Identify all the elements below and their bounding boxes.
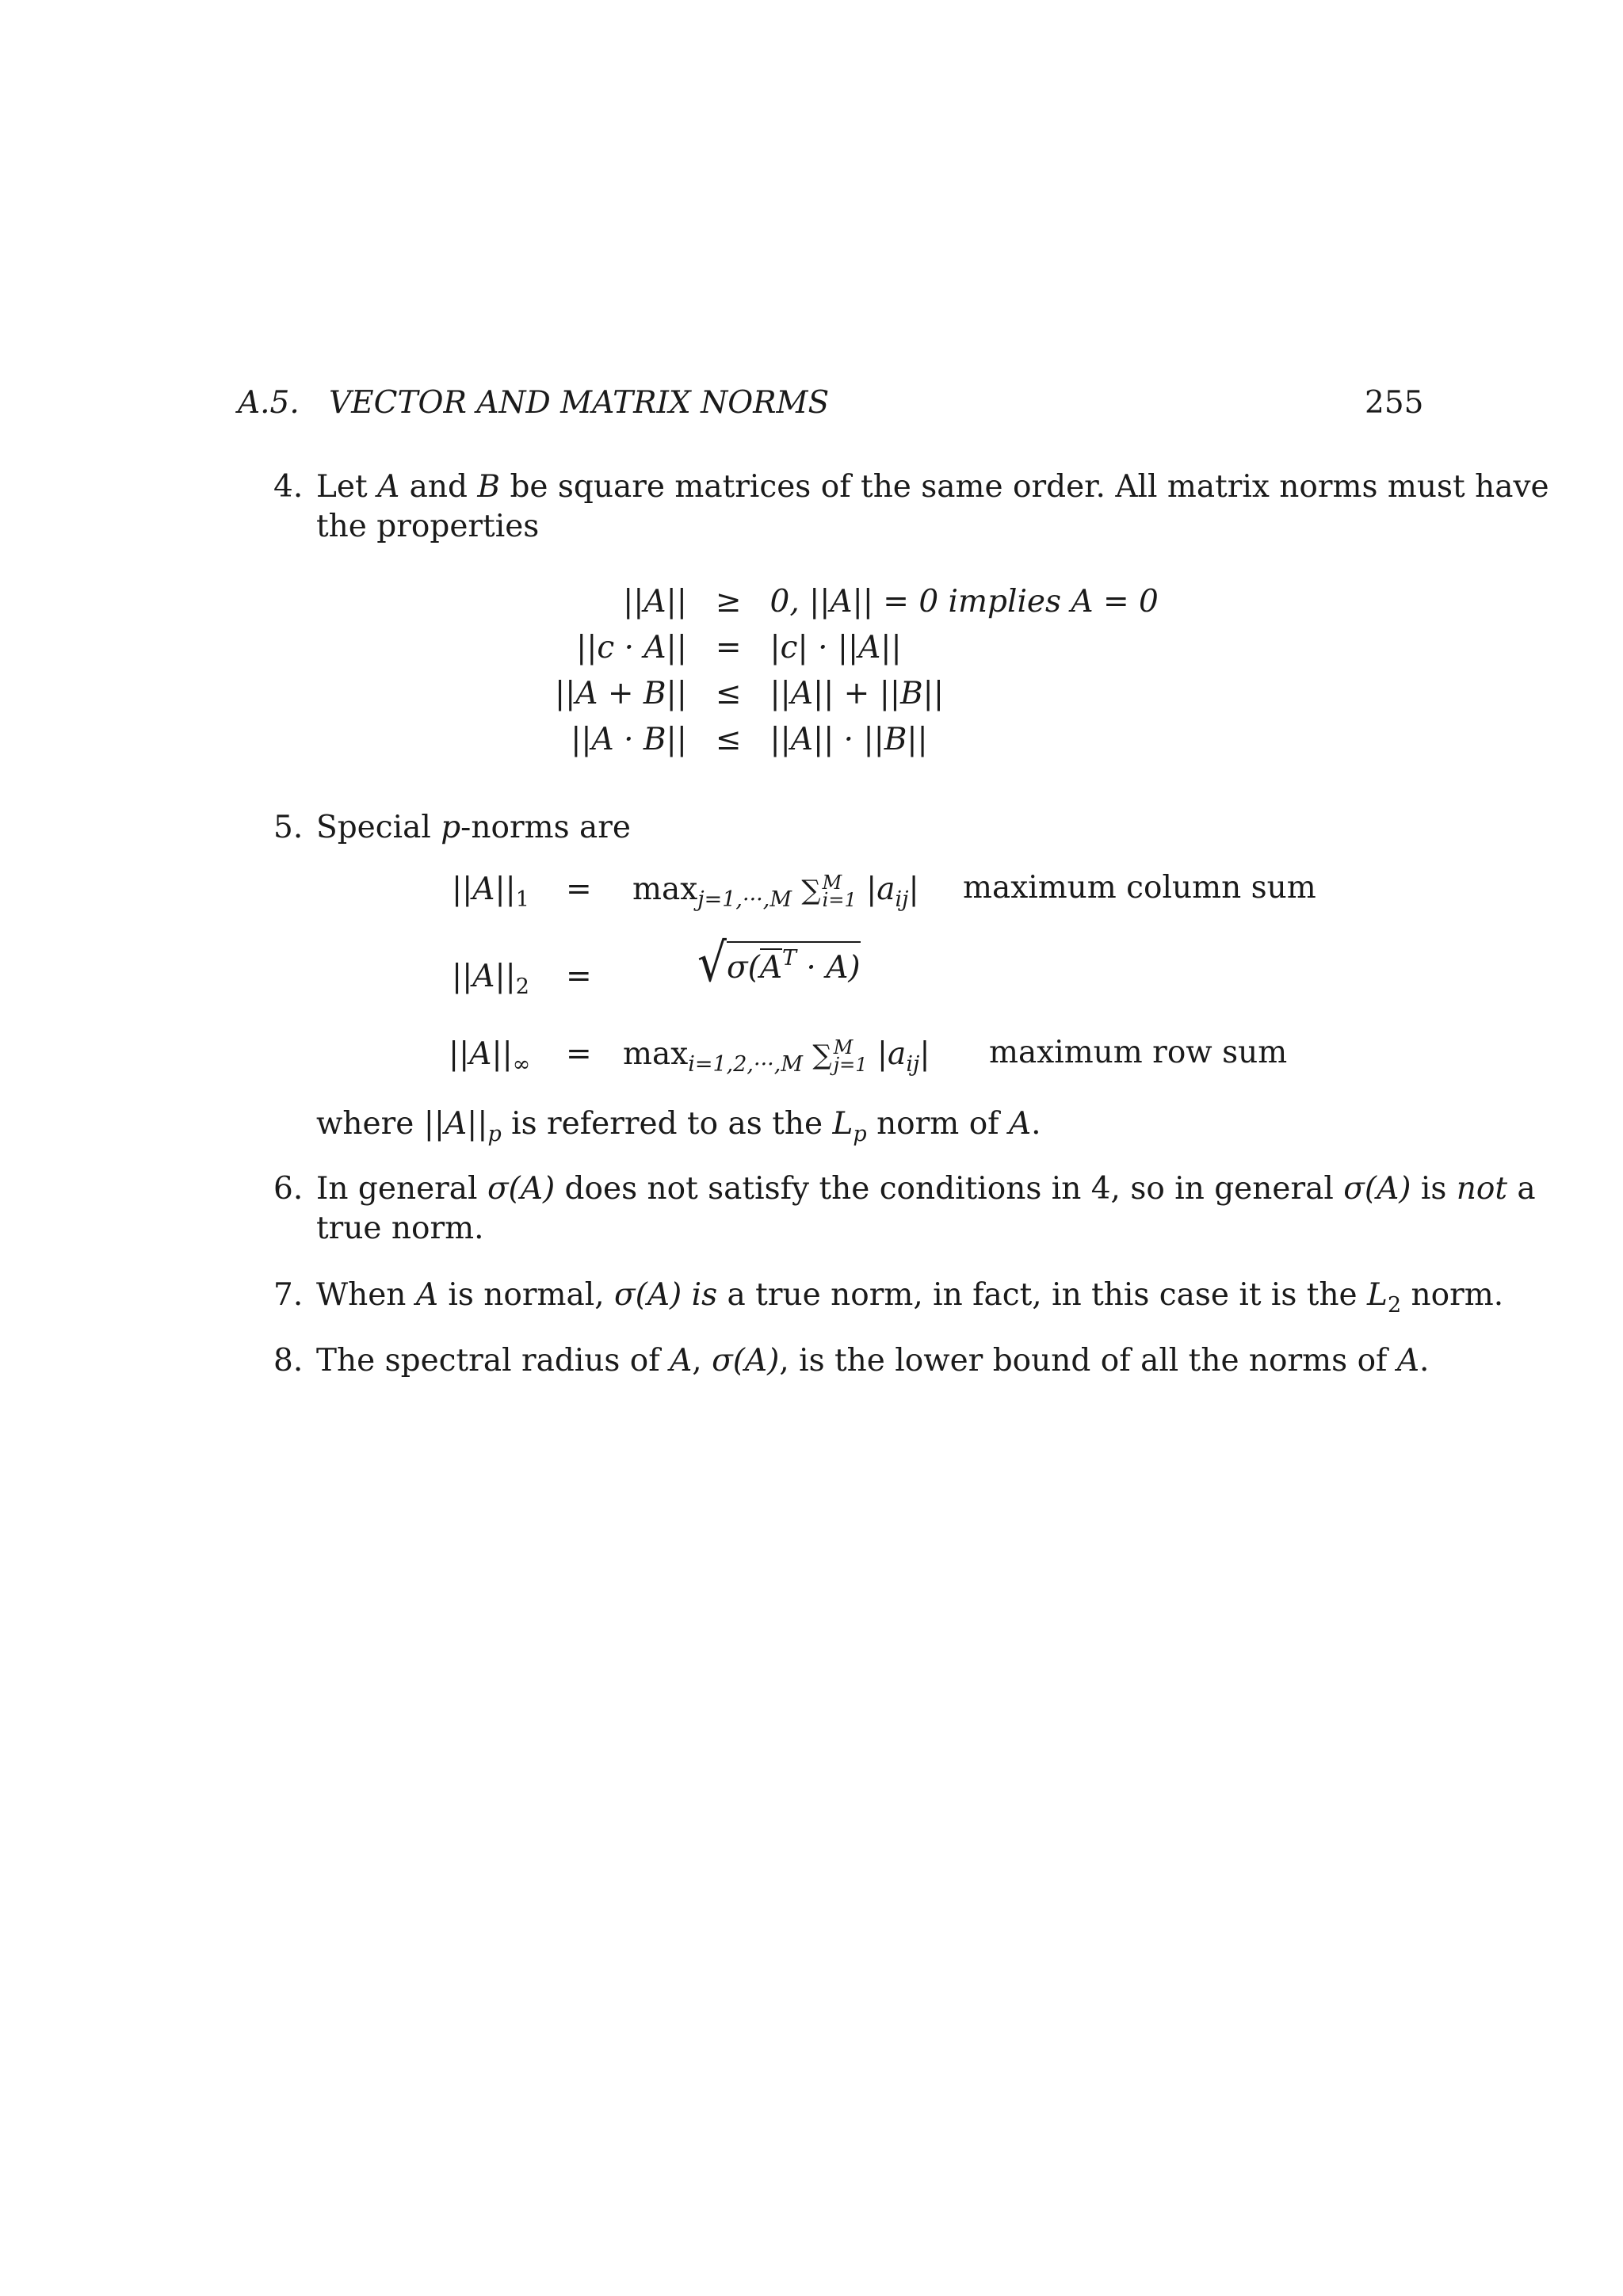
equation-row	[555, 578, 1159, 624]
norm-2-rhs: √ $\sigma(A^T \cdot A)$	[697, 931, 861, 994]
norm-2-equals: =	[566, 959, 592, 994]
item-8-line: The spectral radius of A, σ(A), is the lower bound of all the norms of A.	[316, 1343, 1430, 1379]
norm-inf-equals: =	[566, 1036, 592, 1072]
norm-2-lhs: $||A||_2$	[452, 959, 529, 999]
item-6-line-2: true norm.	[316, 1211, 484, 1246]
header-title: VECTOR AND MATRIX NORMS	[328, 385, 830, 421]
norm-properties-equations	[555, 578, 1159, 762]
equation-rhs: ||A|| + ||B||	[769, 675, 944, 711]
equation-rhs: 0, ||A|| = 0 implies A = 0	[769, 583, 1159, 620]
equation-relation: =	[715, 629, 742, 666]
item-6-number: 6.	[273, 1171, 304, 1207]
equation-rhs: |c| · ||A||	[769, 629, 902, 666]
item-4-number: 4.	[273, 469, 304, 505]
item-8-number: 8.	[273, 1343, 304, 1379]
equation-lhs: ||A · B||	[571, 721, 687, 757]
equation-lhs: ||A + B||	[555, 675, 687, 711]
norm-inf-lhs: $||A||_\infty$	[449, 1036, 531, 1077]
norm-1-lhs: $||A||_1$	[452, 871, 529, 912]
norm-inf-comment: maximum row sum	[989, 1035, 1288, 1070]
sqrt-symbol: √	[697, 931, 727, 994]
equation-lhs: ||c · A||	[576, 629, 687, 666]
item-5-number: 5.	[273, 810, 304, 845]
norm-1-rhs: $\max_{j=1,\cdot\cdot\cdot,M} \sum M$ i=1 $|a_{ij}|$	[632, 871, 919, 912]
item-5-where-line: where $||A||_p$ is referred to as the $L_p$ norm of A.	[316, 1106, 1041, 1146]
norm-1-equals: =	[566, 871, 592, 907]
norm-1-comment: maximum column sum	[963, 870, 1316, 906]
equation-relation: ≤	[715, 721, 742, 757]
equation-lhs: ||A||	[623, 583, 687, 620]
page-number: 255	[1365, 385, 1424, 421]
header-section-number: A.5.	[238, 385, 300, 421]
item-4-line-2: the properties	[316, 509, 540, 544]
equation-rhs: ||A|| · ||B||	[769, 721, 928, 757]
equation-relation: ≤	[715, 675, 742, 711]
item-6-line-1: In general σ(A) does not satisfy the conditions in 4, so in general σ(A) is not a	[316, 1171, 1536, 1207]
equation-row	[555, 670, 1159, 716]
equation-relation: ≥	[715, 583, 742, 620]
equation-row	[555, 716, 1159, 762]
item-7-number: 7.	[273, 1277, 304, 1313]
item-5-intro: Special p-norms are	[316, 810, 631, 845]
norm-inf-rhs: $\max_{i=1,2,\cdot\cdot\cdot,M} \sum M$ j=1 $|a_{ij}|$	[623, 1036, 930, 1077]
item-7-line: When A is normal, σ(A) is a true norm, in fact, in this case it is the $L_2$ norm.	[316, 1277, 1504, 1318]
item-4-line-1: Let A and B be square matrices of the same order. All matrix norms must have	[316, 469, 1549, 505]
running-header-section	[238, 385, 829, 421]
equation-row	[555, 624, 1159, 670]
